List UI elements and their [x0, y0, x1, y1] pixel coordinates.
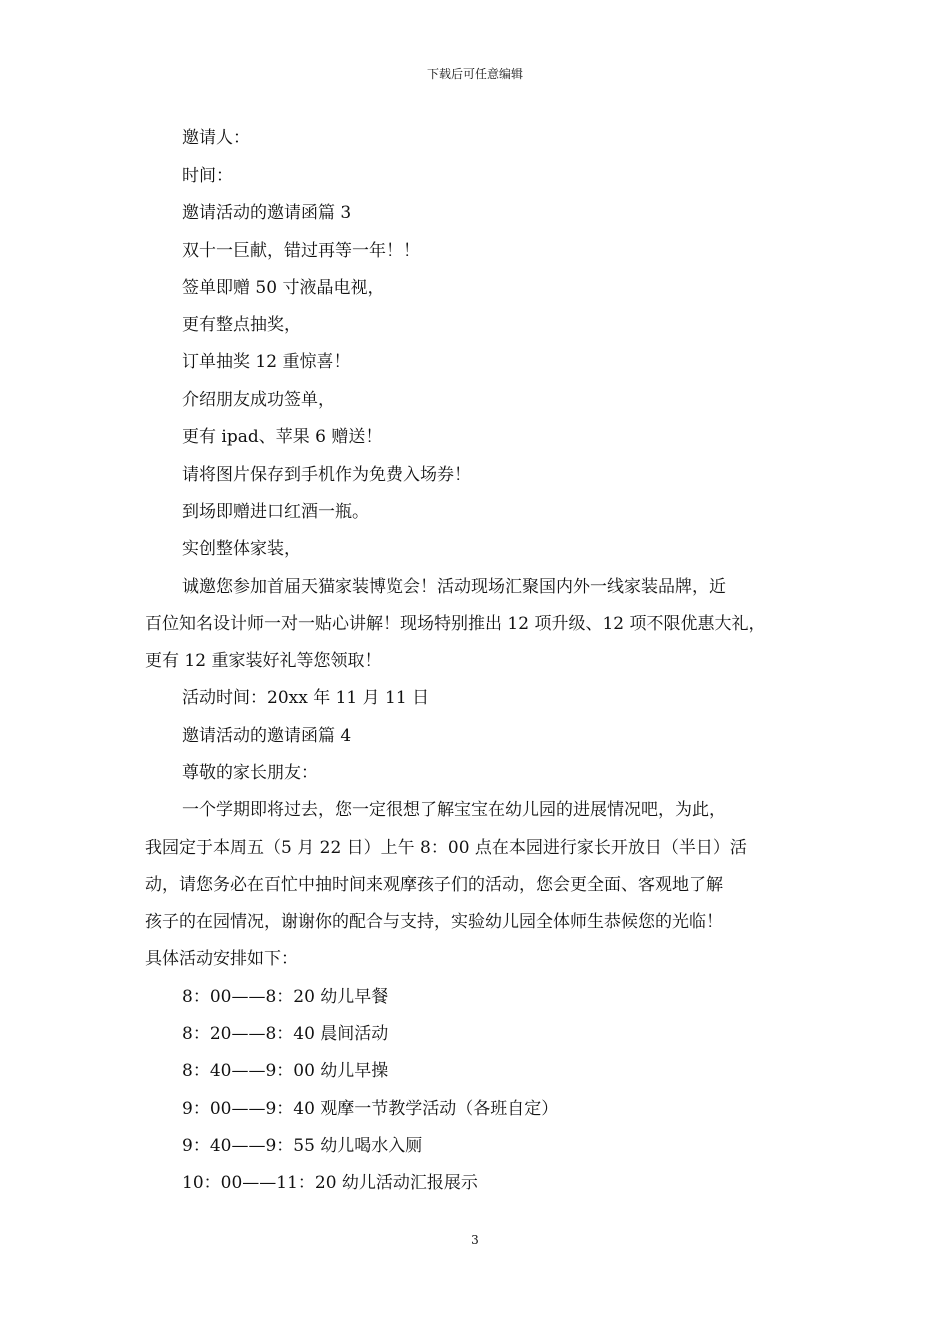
page-header: 下载后可任意编辑 [426, 67, 523, 81]
section-heading: 邀请活动的邀请函篇 3 [182, 203, 352, 223]
paragraph-line: 百位知名设计师一对一贴心讲解！现场特别推出 12 项升级、12 项不限优惠大礼， [145, 614, 766, 634]
text-line: 双十一巨献，错过再等一年！！ [182, 241, 420, 261]
text-line: 实创整体家装， [182, 539, 301, 559]
text-line: 活动时间：20xx 年 11 月 11 日 [182, 688, 430, 708]
schedule-item: 9：40——9：55 幼儿喝水入厕 [182, 1136, 423, 1156]
text-line: 订单抽奖 12 重惊喜！ [182, 352, 351, 372]
schedule-item: 10：00——11：20 幼儿活动汇报展示 [182, 1173, 478, 1193]
schedule-item: 8：00——8：20 幼儿早餐 [182, 987, 389, 1007]
text-line: 更有 ipad、苹果 6 赠送！ [182, 427, 383, 447]
schedule-item: 9：00——9：40 观摩一节教学活动（各班自定） [182, 1099, 559, 1119]
page-number: 3 [471, 1233, 479, 1247]
schedule-item: 8：40——9：00 幼儿早操 [182, 1061, 389, 1081]
paragraph-line: 具体活动安排如下： [145, 949, 298, 969]
paragraph-line: 我园定于本周五（5 月 22 日）上午 8：00 点在本园进行家长开放日（半日）活 [145, 838, 747, 858]
text-line: 到场即赠进口红酒一瓶。 [182, 502, 369, 522]
section-heading: 邀请活动的邀请函篇 4 [182, 726, 352, 746]
text-line: 尊敬的家长朋友： [182, 763, 318, 783]
paragraph-line: 动，请您务必在百忙中抽时间来观摩孩子们的活动，您会更全面、客观地了解 [145, 875, 723, 895]
text-line: 邀请人： [182, 128, 250, 148]
text-line: 介绍朋友成功签单， [182, 390, 335, 410]
paragraph-line: 孩子的在园情况，谢谢你的配合与支持，实验幼儿园全体师生恭候您的光临！ [145, 912, 723, 932]
paragraph-line: 一个学期即将过去，您一定很想了解宝宝在幼儿园的进展情况吧，为此， [182, 800, 726, 820]
text-line: 签单即赠 50 寸液晶电视， [182, 278, 385, 298]
paragraph-line: 诚邀您参加首届天猫家装博览会！活动现场汇聚国内外一线家装品牌，近 [182, 577, 726, 597]
schedule-item: 8：20——8：40 晨间活动 [182, 1024, 389, 1044]
text-line: 更有整点抽奖， [182, 315, 301, 335]
text-line: 时间： [182, 166, 233, 186]
paragraph-line: 更有 12 重家装好礼等您领取！ [145, 651, 382, 671]
text-line: 请将图片保存到手机作为免费入场券！ [182, 465, 471, 485]
